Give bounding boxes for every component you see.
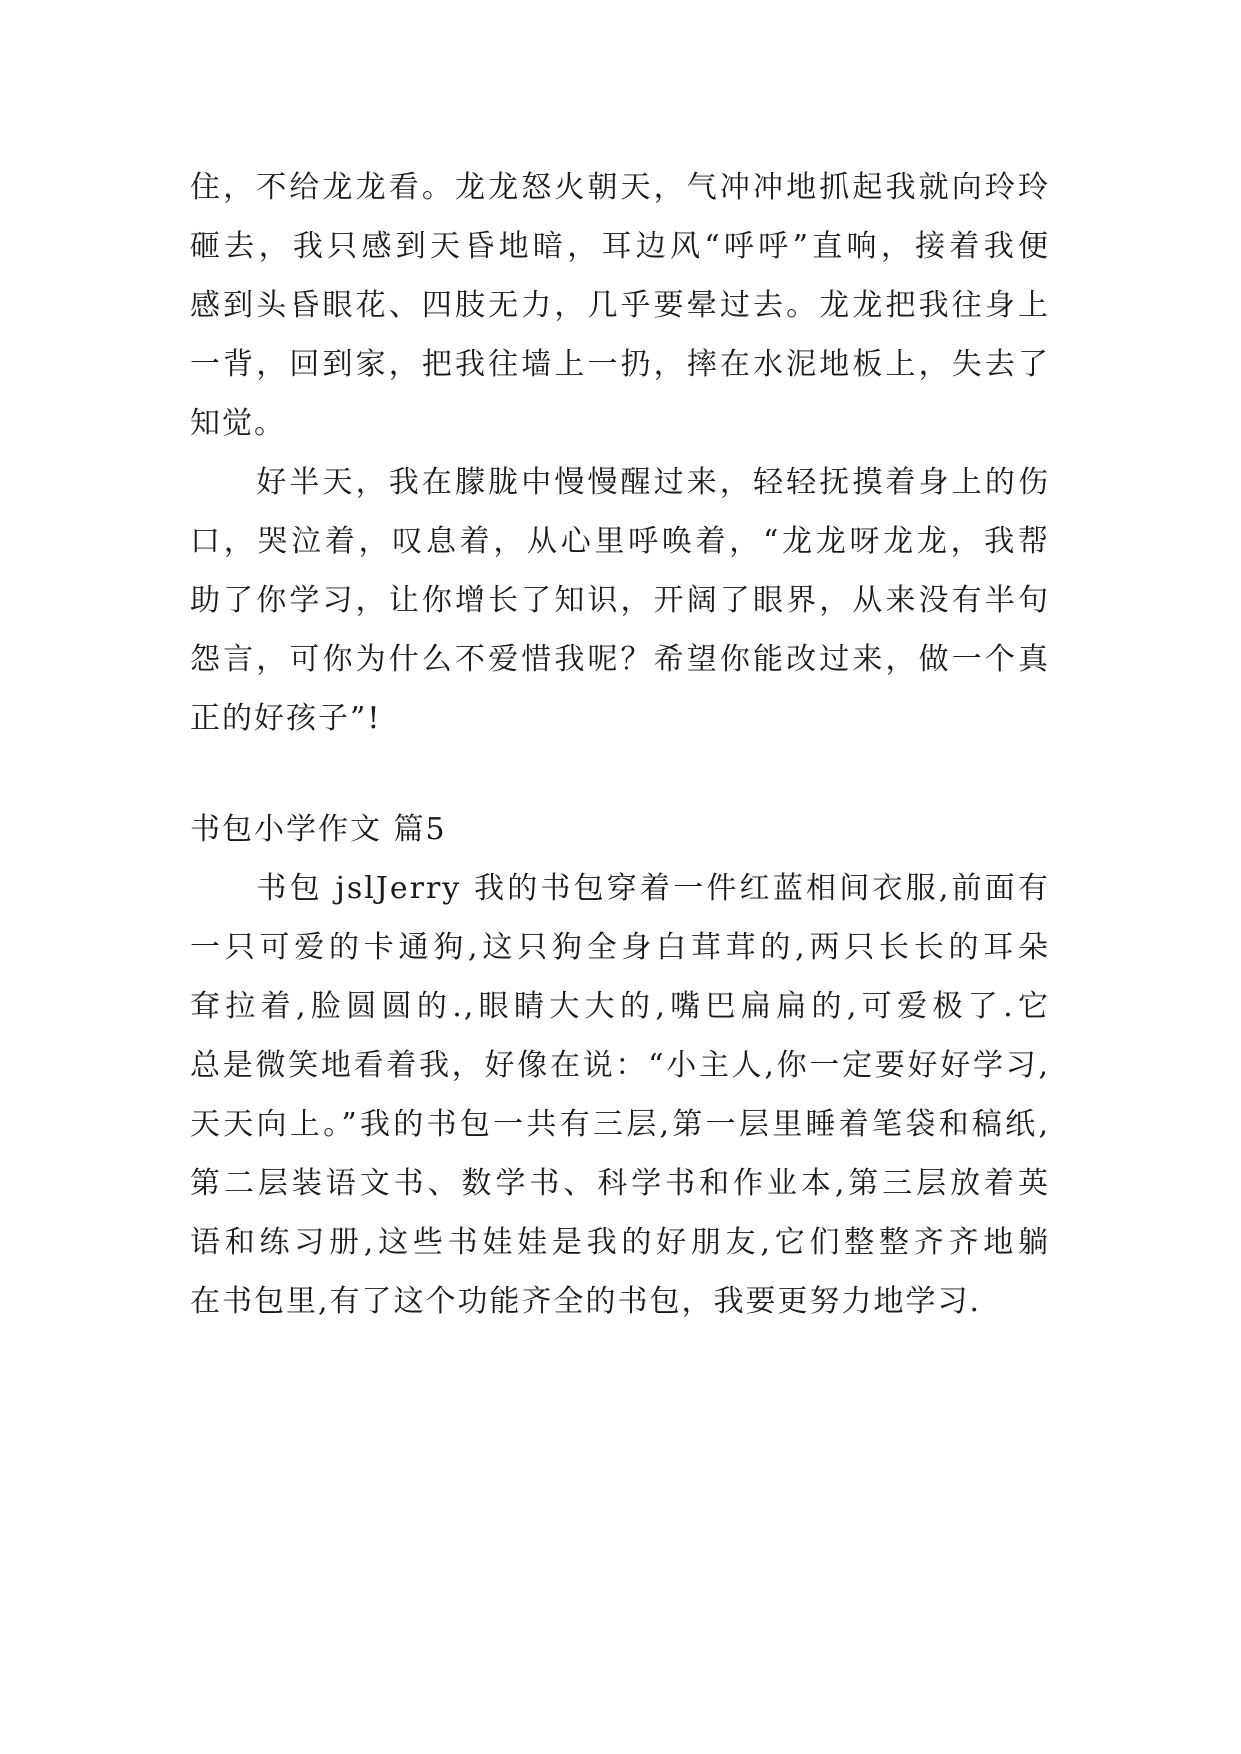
paragraph-3-line: 耷拉着,脸圆圆的.,眼睛大大的,嘴巴扁扁的,可爱极了.它: [190, 989, 1050, 1024]
paragraph-2: [190, 453, 1050, 748]
paragraph-1-line: 一背，回到家，把我往墙上一扔，摔在水泥地板上，失去了: [190, 347, 1050, 382]
paragraph-3-line: 第二层装语文书、数学书、科学书和作业本,第三层放着英: [190, 1166, 1050, 1201]
paragraph-2-line: 助了你学习，让你增长了知识，开阔了眼界，从来没有半句: [190, 583, 1050, 618]
paragraph-1-line: 感到头昏眼花、四肢无力，几乎要晕过去。龙龙把我往身上: [190, 288, 1050, 323]
paragraph-2-line: 好半天，我在朦胧中慢慢醒过来，轻轻抚摸着身上的伤: [190, 465, 1050, 500]
paragraph-3-line: 一只可爱的卡通狗,这只狗全身白茸茸的,两只长长的耳朵: [190, 930, 1050, 965]
paragraph-1-line: 住，不给龙龙看。龙龙怒火朝天，气冲冲地抓起我就向玲玲: [190, 170, 1050, 205]
paragraph-3: [190, 859, 1050, 1331]
paragraph-1: [190, 158, 1050, 453]
paragraph-1-line: 砸去，我只感到天昏地暗，耳边风“呼呼”直响，接着我便: [190, 229, 1050, 264]
section-heading: 书包小学作文 篇5: [190, 812, 447, 847]
paragraph-3-line: 语和练习册,这些书娃娃是我的好朋友,它们整整齐齐地躺: [190, 1225, 1050, 1260]
paragraph-3-line: 天天向上。”我的书包一共有三层,第一层里睡着笔袋和稿纸,: [190, 1107, 1050, 1142]
paragraph-3-line: 在书包里,有了这个功能齐全的书包，我要更努力地学习.: [190, 1284, 982, 1319]
paragraph-3-line: 书包 jslJerry 我的书包穿着一件红蓝相间衣服,前面有: [190, 871, 1050, 906]
paragraph-3-line: 总是微笑地看着我，好像在说：“小主人,你一定要好好学习,: [190, 1048, 1050, 1083]
paragraph-1-line: 知觉。: [190, 406, 286, 441]
paragraph-2-line: 怨言，可你为什么不爱惜我呢？希望你能改过来，做一个真: [190, 642, 1050, 677]
paragraph-2-line: 正的好孩子”!: [190, 701, 382, 736]
paragraph-2-line: 口，哭泣着，叹息着，从心里呼唤着，“龙龙呀龙龙，我帮: [190, 524, 1050, 559]
